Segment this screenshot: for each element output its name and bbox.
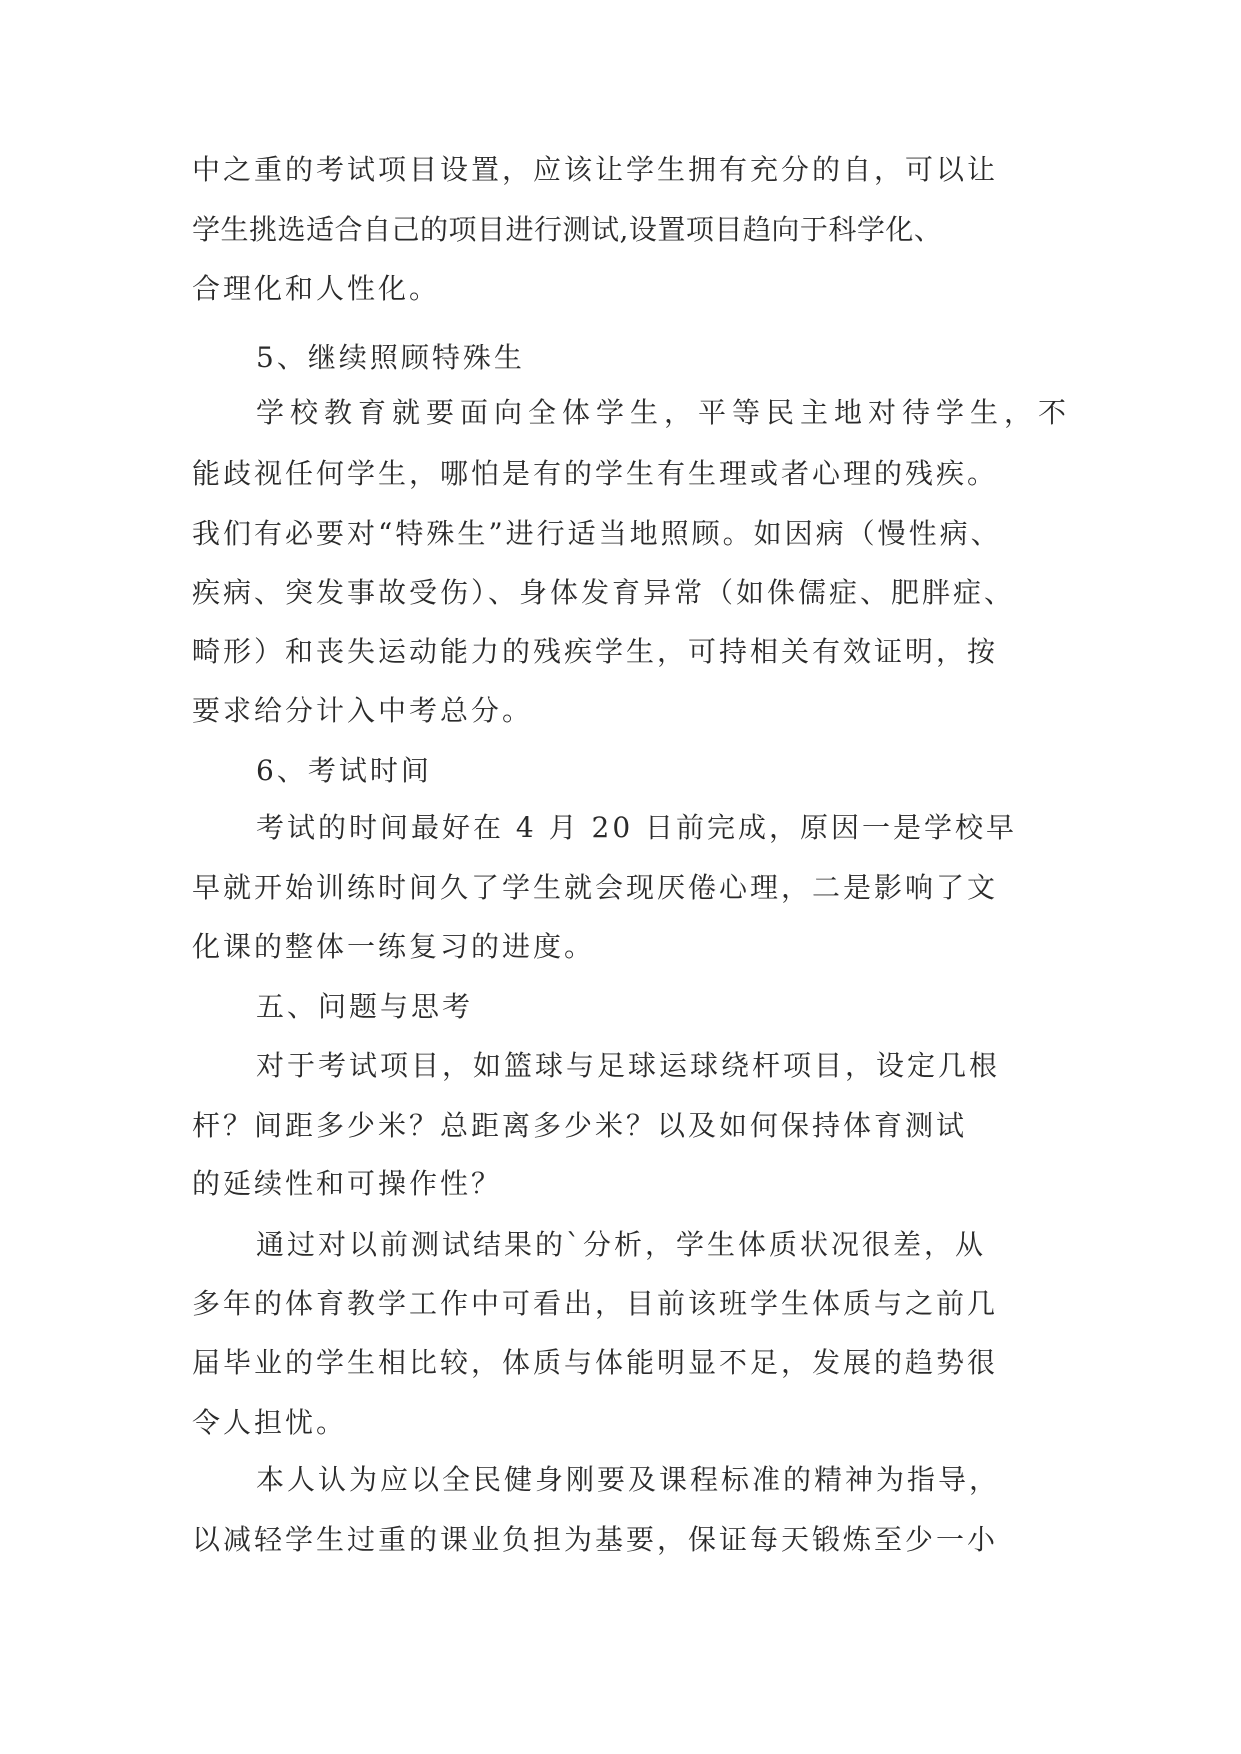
text-line: 令人担忧。 (192, 1406, 348, 1439)
text-line: 中之重的考试项目设置，应该让学生拥有充分的自，可以让 (192, 153, 999, 186)
paragraph-start: 通过对以前测试结果的`分析，学生体质状况很差，从 (256, 1228, 987, 1261)
text-line: 早就开始训练时间久了学生就会现厌倦心理，二是影响了文 (192, 871, 999, 904)
text-line: 的延续性和可操作性？ (192, 1167, 503, 1200)
section-heading: 5、继续照顾特殊生 (256, 341, 525, 374)
text-line: 学生挑选适合自己的项目进行测试,设置项目趋向于科学化、 (192, 213, 943, 246)
text-line: 合理化和人性化。 (192, 272, 441, 305)
text-line: 畸形）和丧失运动能力的残疾学生，可持相关有效证明，按 (192, 635, 999, 668)
text-line: 疾病、突发事故受伤）、身体发育异常（如侏儒症、肥胖症、 (192, 576, 1016, 609)
section-heading: 6、考试时间 (256, 754, 432, 787)
text-line: 届毕业的学生相比较，体质与体能明显不足，发展的趋势很 (192, 1346, 999, 1379)
text-line: 化课的整体一练复习的进度。 (192, 930, 596, 963)
text-line: 我们有必要对“特殊生”进行适当地照顾。如因病（慢性病、 (192, 517, 1002, 550)
text-line: 以减轻学生过重的课业负担为基要，保证每天锻炼至少一小 (192, 1523, 999, 1556)
paragraph-start: 本人认为应以全民健身刚要及课程标准的精神为指导， (256, 1463, 1001, 1496)
paragraph-start: 学校教育就要面向全体学生，平等民主地对待学生，不 (256, 396, 1073, 429)
text-line: 多年的体育教学工作中可看出，目前该班学生体质与之前几 (192, 1287, 999, 1320)
section-heading: 五、问题与思考 (256, 990, 474, 1023)
text-line: 能歧视任何学生，哪怕是有的学生有生理或者心理的残疾。 (192, 457, 999, 490)
paragraph-start: 考试的时间最好在 4 月 20 日前完成，原因一是学校早 (256, 811, 1018, 844)
paragraph-start: 对于考试项目，如篮球与足球运球绕杆项目，设定几根 (256, 1049, 1001, 1082)
text-line: 要求给分计入中考总分。 (192, 694, 534, 727)
text-line: 杆？间距多少米？总距离多少米？以及如何保持体育测试 (192, 1109, 968, 1142)
